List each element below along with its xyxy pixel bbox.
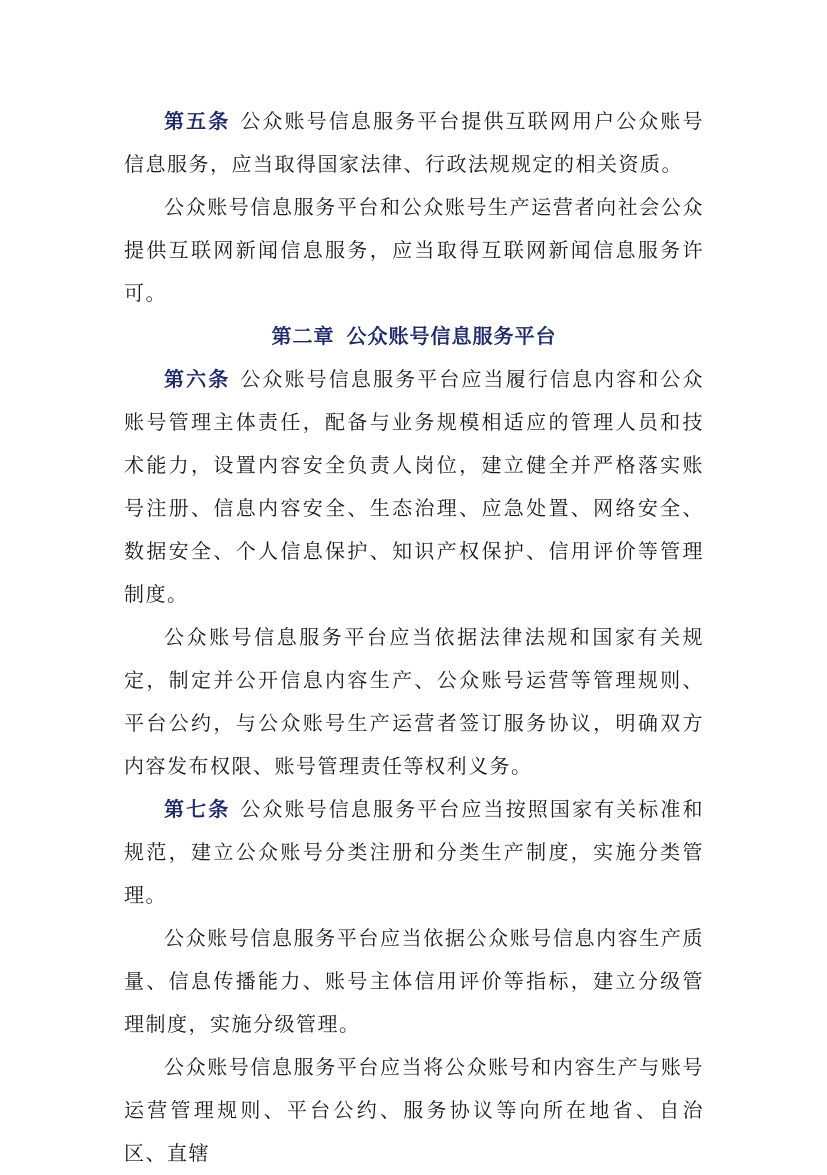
article-text: 公众账号信息服务平台提供互联网用户公众账号信息服务，应当取得国家法律、行政法规规定的相关资质。 xyxy=(124,109,705,176)
body-paragraph: 公众账号信息服务平台应当依据公众账号信息内容生产质量、信息传播能力、账号主体信用评价等指标，建立分级管理制度，实施分级管理。 xyxy=(124,926,704,1036)
article-text: 公众账号信息服务平台应当按照国家有关标准和规范，建立公众账号分类注册和分类生产制度，实施分类管理。 xyxy=(124,797,705,907)
chapter-title: 公众账号信息服务平台 xyxy=(346,324,557,348)
article-number: 第五条 xyxy=(164,109,231,133)
article-paragraph xyxy=(124,788,704,917)
chapter-number: 第二章 xyxy=(271,324,335,348)
body-paragraph: 公众账号信息服务平台应当依据法律法规和国家有关规定，制定并公开信息内容生产、公众账号运营等管理规则、平台公约，与公众账号生产运营者签订服务协议，明确双方内容发布权限、账号管理责任等权利义务。 xyxy=(124,625,704,778)
chapter-heading xyxy=(124,315,704,358)
article-paragraph xyxy=(124,358,704,616)
article-number: 第六条 xyxy=(164,367,231,391)
body-paragraph: 公众账号信息服务平台应当将公众账号和内容生产与账号运营管理规则、平台公约、服务协议等向所在地省、自治区、直辖 xyxy=(124,1055,704,1165)
document-body xyxy=(124,100,704,1175)
body-paragraph: 公众账号信息服务平台和公众账号生产运营者向社会公众提供互联网新闻信息服务，应当取得互联网新闻信息服务许可。 xyxy=(124,195,704,305)
article-text: 公众账号信息服务平台应当履行信息内容和公众账号管理主体责任，配备与业务规模相适应的管理人员和技术能力，设置内容安全负责人岗位，建立健全并严格落实账号注册、信息内容安全、生态治理、应急处置、网络安全、数据安全、个人信息保护、知识产权保护、信用评价等管理制度。 xyxy=(124,367,705,606)
article-paragraph xyxy=(124,100,704,186)
article-number: 第七条 xyxy=(164,797,231,821)
